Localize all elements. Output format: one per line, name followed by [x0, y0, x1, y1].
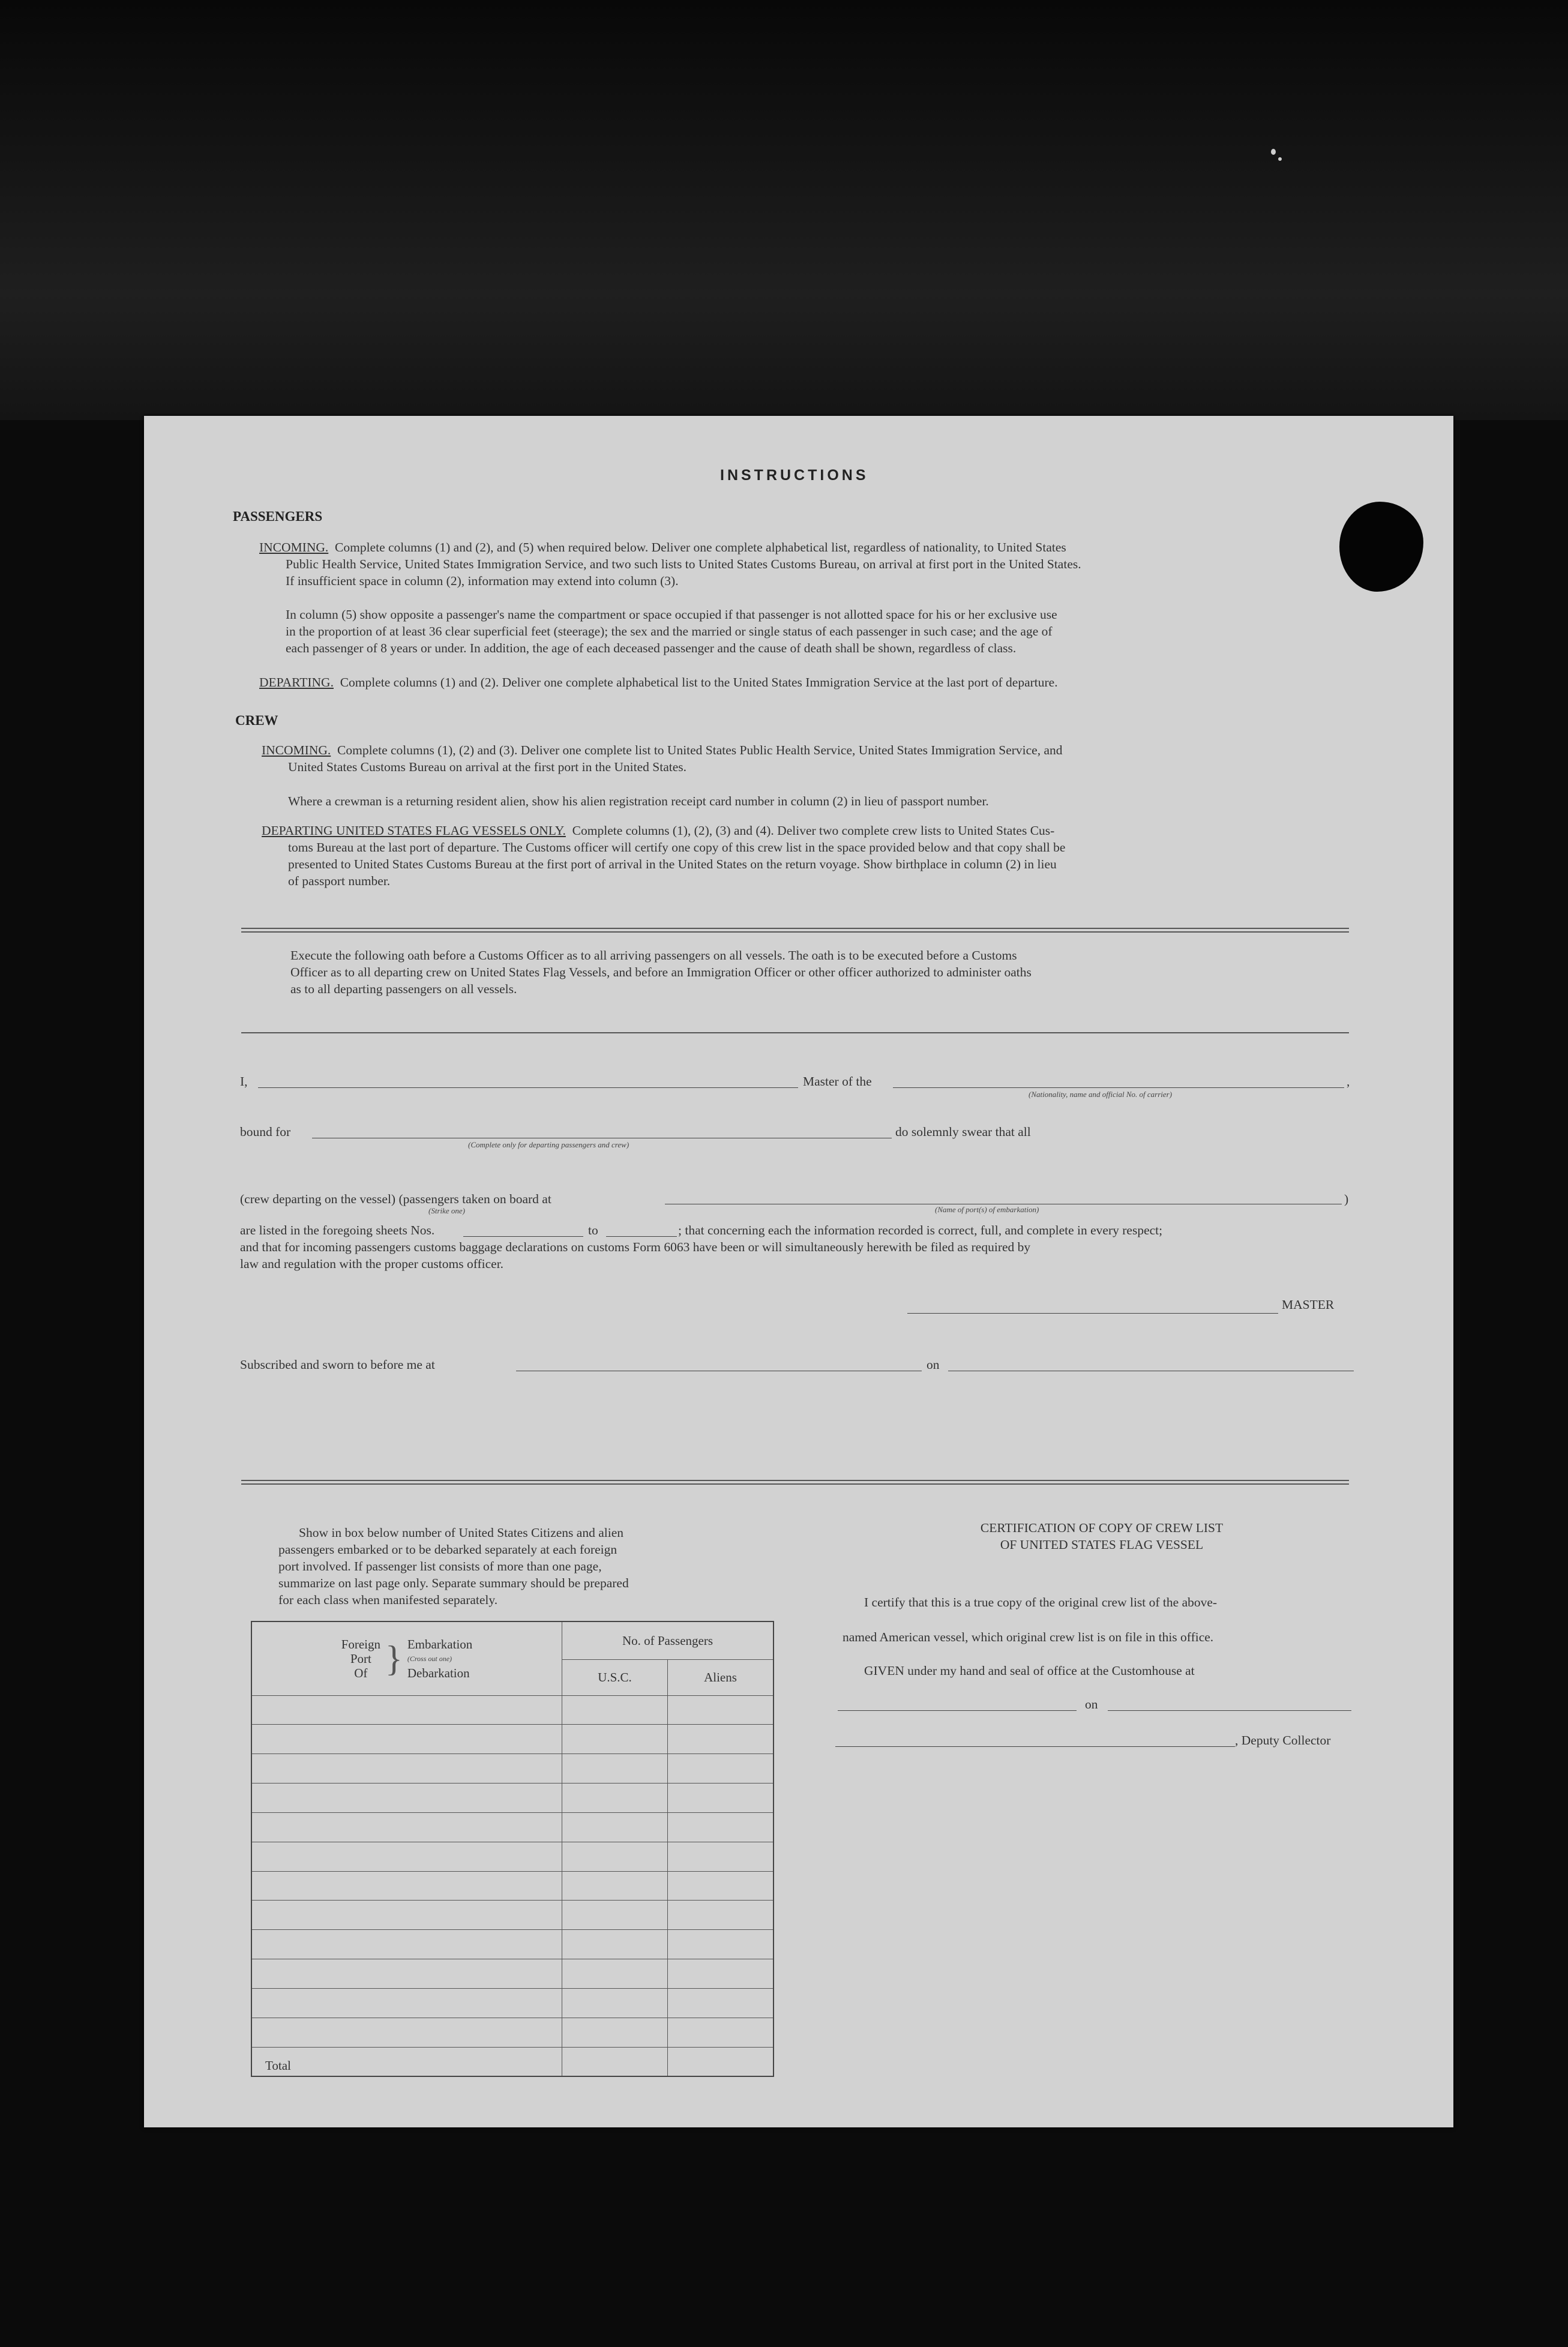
total-label: Total [265, 2058, 291, 2073]
aliens-cell[interactable] [668, 1695, 774, 1725]
emb-h3: Debarkation [407, 1665, 470, 1680]
master-signature-field[interactable] [907, 1313, 1278, 1314]
usc-cell[interactable] [562, 1754, 668, 1784]
aliens-cell[interactable] [668, 1988, 774, 2018]
summary-line4: summarize on last page only. Separate summary should be prepared [278, 1576, 629, 1590]
certification-line1: I certify that this is a true copy of the original crew list of the above- [864, 1595, 1218, 1609]
certification-on-label: on [1085, 1697, 1098, 1711]
sheet-from-field[interactable] [463, 1236, 583, 1237]
crew-departing-text: Complete columns (1), (2), (3) and (4). Deliver two complete crew lists to United States Cus- [572, 823, 1055, 838]
usc-cell[interactable] [562, 1784, 668, 1813]
port-h1: Foreign [341, 1636, 381, 1651]
certification-line2: named American vessel, which original crew list is on file in this office. [843, 1630, 1214, 1644]
crew-heading: CREW [235, 713, 278, 728]
deputy-collector-label: , Deputy Collector [1235, 1733, 1331, 1747]
port-h2: Port [350, 1651, 371, 1666]
aliens-total-cell[interactable] [668, 2047, 774, 2076]
crew-departing-label: DEPARTING UNITED STATES FLAG VESSELS ONLY. [262, 823, 566, 838]
no-passengers-header: No. of Passengers [562, 1621, 774, 1660]
oath-intro-line1: Execute the following oath before a Customs Officer as to all arriving passengers on all vessels. The oath is to be executed before a Customs [290, 948, 1017, 963]
aliens-cell[interactable] [668, 1784, 774, 1813]
port-h3: Of [354, 1665, 368, 1680]
aliens-cell[interactable] [668, 1842, 774, 1871]
passengers-col5-line2: in the proportion of at least 36 clear superficial feet (steerage); the sex and the married or single status of each passenger in such case; and the age of [286, 624, 1053, 639]
port-cell[interactable] [251, 1842, 562, 1871]
section-divider [241, 928, 1349, 933]
usc-cell[interactable] [562, 1871, 668, 1901]
passengers-departing-text: Complete columns (1) and (2). Deliver one complete alphabetical list to the United States Immigration Service at the last port of departure. [340, 675, 1058, 690]
port-cell[interactable] [251, 1930, 562, 1959]
scan-background [0, 0, 1568, 420]
port-cell[interactable] [251, 1988, 562, 2018]
oath-i-label: I, [240, 1074, 248, 1089]
usc-cell[interactable] [562, 1901, 668, 1930]
aliens-cell[interactable] [668, 2018, 774, 2047]
master-name-field[interactable] [258, 1087, 798, 1088]
usc-cell[interactable] [562, 2018, 668, 2047]
crew-incoming-line2: United States Customs Bureau on arrival at the first port in the United States. [288, 760, 686, 774]
usc-header: U.S.C. [562, 1660, 668, 1695]
passengers-departing [259, 674, 1058, 691]
aliens-header: Aliens [668, 1660, 774, 1695]
bound-for-label: bound for [240, 1125, 291, 1139]
summary-line1: Show in box below number of United States Citizens and alien [299, 1525, 623, 1540]
port-cell[interactable] [251, 1784, 562, 1813]
port-cell[interactable] [251, 1695, 562, 1725]
emb-h1: Embarkation [407, 1636, 473, 1651]
port-cell[interactable] [251, 1901, 562, 1930]
carrier-note: (Nationality, name and official No. of carrier) [1029, 1090, 1173, 1099]
scan-speck [1271, 149, 1276, 155]
passengers-incoming-line3: If insufficient space in column (2), information may extend into column (3). [286, 574, 679, 588]
passengers-incoming-line2: Public Health Service, United States Immigration Service, and two such lists to United States Customs Bureau, on arrival at first port in the United States. [286, 557, 1081, 571]
brace-left: } [385, 1638, 403, 1678]
oath-line3: law and regulation with the proper customs officer. [240, 1257, 504, 1271]
oath-divider [241, 1032, 1349, 1033]
master-label: MASTER [1282, 1297, 1335, 1312]
summary-line3: port involved. If passenger list consists of more than one page, [278, 1559, 602, 1573]
passengers-departing-label: DEPARTING. [259, 675, 334, 690]
summary-line2: passengers embarked or to be debarked separately at each foreign [278, 1542, 617, 1557]
usc-cell[interactable] [562, 1725, 668, 1754]
emb-h2: (Cross out one) [407, 1654, 452, 1663]
crew-departing-label: (crew departing on the vessel) (passengers taken on board at [240, 1192, 551, 1206]
sheets-to-label: to [588, 1223, 598, 1237]
usc-cell[interactable] [562, 1695, 668, 1725]
crew-incoming-line1 [262, 742, 1063, 759]
passengers-col5-line3: each passenger of 8 years or under. In addition, the age of each deceased passenger and the cause of death shall be shown, regardless of class. [286, 641, 1017, 655]
aliens-cell[interactable] [668, 1901, 774, 1930]
oath-end-divider [241, 1480, 1349, 1485]
passengers-incoming-label: INCOMING. [259, 540, 329, 554]
crew-incoming-text: Complete columns (1), (2) and (3). Deliver one complete list to United States Public Health Service, United States Immigration Service, and [337, 743, 1063, 757]
passenger-summary-table [251, 1621, 774, 2077]
swear-label: do solemnly swear that all [895, 1125, 1031, 1139]
usc-cell[interactable] [562, 1930, 668, 1959]
subscribed-label: Subscribed and sworn to before me at [240, 1357, 435, 1372]
aliens-cell[interactable] [668, 1725, 774, 1754]
aliens-cell[interactable] [668, 1871, 774, 1901]
port-cell[interactable] [251, 1725, 562, 1754]
master-of-label: Master of the [803, 1074, 872, 1089]
sheets-label: are listed in the foregoing sheets Nos. [240, 1223, 435, 1237]
port-header-cell [251, 1621, 562, 1695]
ports-note: (Name of port(s) of embarkation) [935, 1205, 1039, 1214]
certification-date-field[interactable] [1108, 1710, 1351, 1711]
oath-line2: and that for incoming passengers customs baggage declarations on customs Form 6063 have been or will simultaneously herewith be filed as required by [240, 1240, 1031, 1254]
crew-incoming-label: INCOMING. [262, 743, 331, 757]
passengers-heading: PASSENGERS [233, 509, 323, 524]
passengers-col5-line1: In column (5) show opposite a passenger's name the compartment or space occupied if that passenger is not allotted space for his or her exclusive use [286, 607, 1057, 622]
sheet-to-field[interactable] [606, 1236, 677, 1237]
port-cell[interactable] [251, 1871, 562, 1901]
departing-note: (Complete only for departing passengers and crew) [468, 1140, 629, 1149]
crew-departing-line3: presented to United States Customs Bureau at the first port of arrival in the United States on the return voyage. Show birthplace in column (2) in lieu [288, 857, 1057, 871]
usc-cell[interactable] [562, 1959, 668, 1989]
aliens-cell[interactable] [668, 1754, 774, 1784]
crew-departing-line4: of passport number. [288, 874, 391, 888]
usc-cell[interactable] [562, 1988, 668, 2018]
usc-cell[interactable] [562, 1842, 668, 1871]
oath-intro-line3: as to all departing passengers on all vessels. [290, 982, 517, 996]
sworn-on-label: on [927, 1357, 940, 1372]
strike-one-note: (Strike one) [428, 1206, 466, 1215]
total-label-cell [251, 2047, 562, 2076]
certification-title2: OF UNITED STATES FLAG VESSEL [1000, 1537, 1204, 1552]
passengers-incoming-text: Complete columns (1) and (2), and (5) when required below. Deliver one complete alphabetical list, regardless of nationality, to United States [335, 540, 1066, 554]
certification-line3: GIVEN under my hand and seal of office at the Customhouse at [864, 1663, 1195, 1678]
port-cell[interactable] [251, 1959, 562, 1989]
crew-departing-line1 [262, 822, 1054, 839]
passengers-incoming-line1 [259, 539, 1339, 556]
usc-total-cell[interactable] [562, 2047, 668, 2076]
carrier-field[interactable] [893, 1087, 1344, 1088]
oath-intro-line2: Officer as to all departing crew on United States Flag Vessels, and before an Immigration Officer or other officer authorized to administer oaths [290, 965, 1032, 979]
port-cell[interactable] [251, 1754, 562, 1784]
scan-speck [1278, 157, 1282, 161]
crew-departing-line2: toms Bureau at the last port of departure. The Customs officer will certify one copy of this crew list in the space provided below and that copy shall be [288, 840, 1066, 855]
customhouse-field[interactable] [838, 1710, 1077, 1711]
usc-cell[interactable] [562, 1812, 668, 1842]
close-paren: ) [1344, 1192, 1349, 1206]
sheets-tail: ; that concerning each the information recorded is correct, full, and complete in every respect; [678, 1223, 1163, 1237]
aliens-cell[interactable] [668, 1930, 774, 1959]
deputy-signature-field[interactable] [835, 1746, 1235, 1747]
certification-title1: CERTIFICATION OF COPY OF CREW LIST [980, 1521, 1224, 1535]
crew-resident-text: Where a crewman is a returning resident alien, show his alien registration receipt card number in column (2) in lieu of passport number. [288, 794, 989, 808]
page-title: INSTRUCTIONS [720, 467, 869, 484]
port-cell[interactable] [251, 1812, 562, 1842]
summary-line5: for each class when manifested separately. [278, 1593, 498, 1607]
aliens-cell[interactable] [668, 1959, 774, 1989]
aliens-cell[interactable] [668, 1812, 774, 1842]
port-cell[interactable] [251, 2018, 562, 2047]
comma-mark: , [1347, 1074, 1350, 1089]
